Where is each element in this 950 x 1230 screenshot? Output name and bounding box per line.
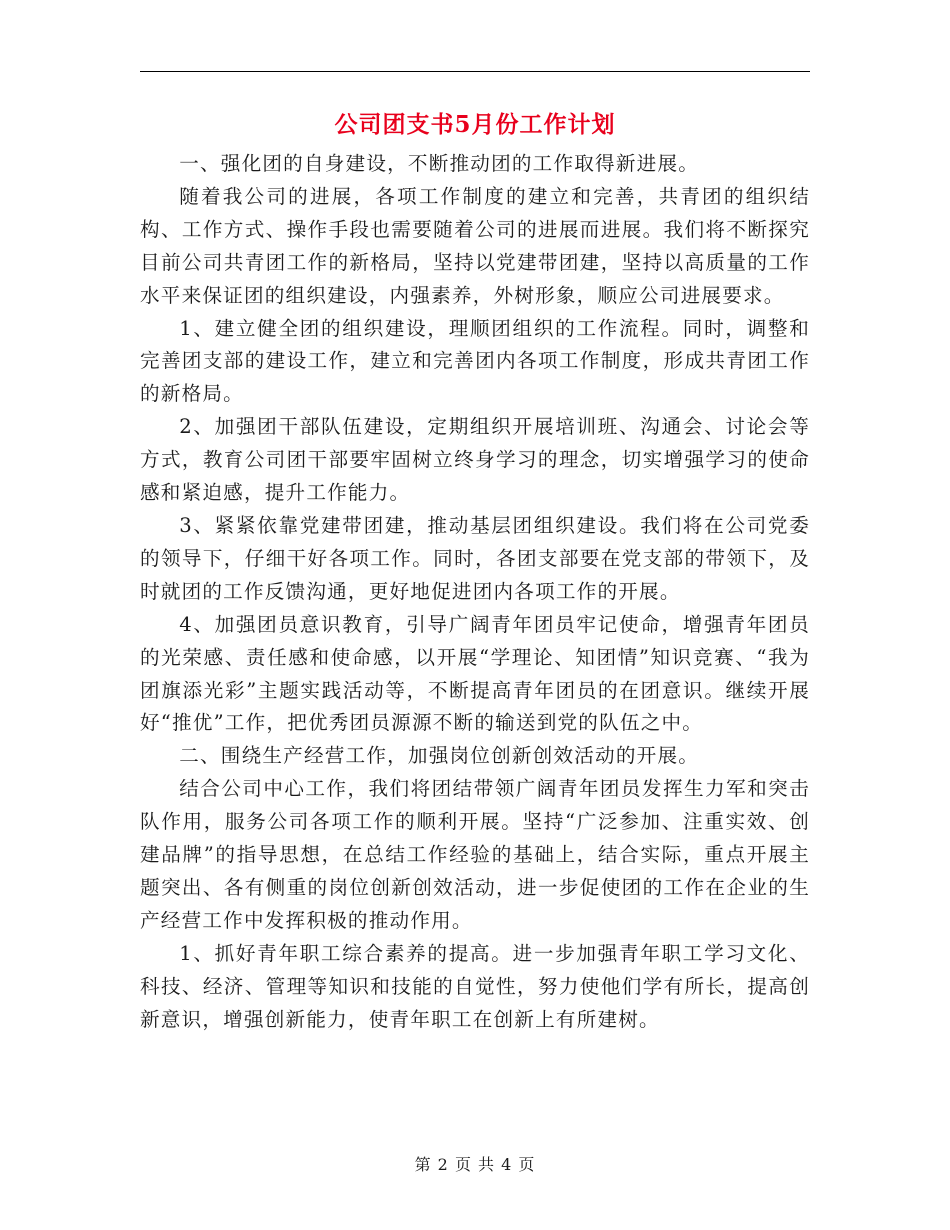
page-number: 第 2 页 共 4 页 [414, 1155, 536, 1174]
paragraph-section-2-intro: 结合公司中心工作，我们将团结带领广阔青年团员发挥生力军和突击队作用，服务公司各项工作的顺利开展。坚持“广泛参加、注重实效、创建品牌”的指导思想，在总结工作经验的基础上，结合实际，重点开展主题突出、各有侧重的岗位创新创效活动，进一步促使团的工作在企业的生产经营工作中发挥积极的推动作用。 [140, 777, 810, 932]
paragraph-item-4: 4、加强团员意识教育，引导广阔青年团员牢记使命，增强青年团员的光荣感、责任感和使命感，以开展“学理论、知团情”知识竞赛、“我为团旗添光彩”主题实践活动等，不断提高青年团员的在团意识。继续开展好“推优”工作，把优秀团员源源不断的输送到党的队伍之中。 [140, 612, 810, 735]
document-title: 公司团支书5月份工作计划 [334, 111, 616, 138]
section-heading-2: 二、围绕生产经营工作，加强岗位创新创效活动的开展。 [179, 744, 700, 768]
header-rule [140, 71, 810, 72]
paragraph-item-3: 3、紧紧依靠党建带团建，推动基层团组织建设。我们将在公司党委的领导下，仔细干好各项工作。同时，各团支部要在党支部的带领下，及时就团的工作反馈沟通，更好地促进团内各项工作的开展。 [140, 513, 810, 603]
paragraph-intro: 随着我公司的进展，各项工作制度的建立和完善，共青团的组织结构、工作方式、操作手段也需要随着公司的进展而进展。我们将不断探究目前公司共青团工作的新格局，坚持以党建带团建，坚持以高质量的工作水平来保证团的组织建设，内强素养，外树形象，顺应公司进展要求。 [140, 184, 810, 307]
document-body [140, 148, 810, 1036]
paragraph-item-2: 2、加强团干部队伍建设，定期组织开展培训班、沟通会、讨论会等方式，教育公司团干部要牢固树立终身学习的理念，切实增强学习的使命感和紧迫感，提升工作能力。 [140, 415, 810, 505]
section-heading-1: 一、强化团的自身建设，不断推动团的工作取得新进展。 [179, 152, 700, 175]
paragraph-item-1: 1、建立健全团的组织建设，理顺团组织的工作流程。同时，调整和完善团支部的建设工作，建立和完善团内各项工作制度，形成共青团工作的新格局。 [140, 316, 810, 406]
paragraph-section-2-item-1: 1、抓好青年职工综合素养的提高。进一步加强青年职工学习文化、科技、经济、管理等知识和技能的自觉性，努力使他们学有所长，提高创新意识，增强创新能力，使青年职工在创新上有所建树。 [140, 941, 810, 1031]
